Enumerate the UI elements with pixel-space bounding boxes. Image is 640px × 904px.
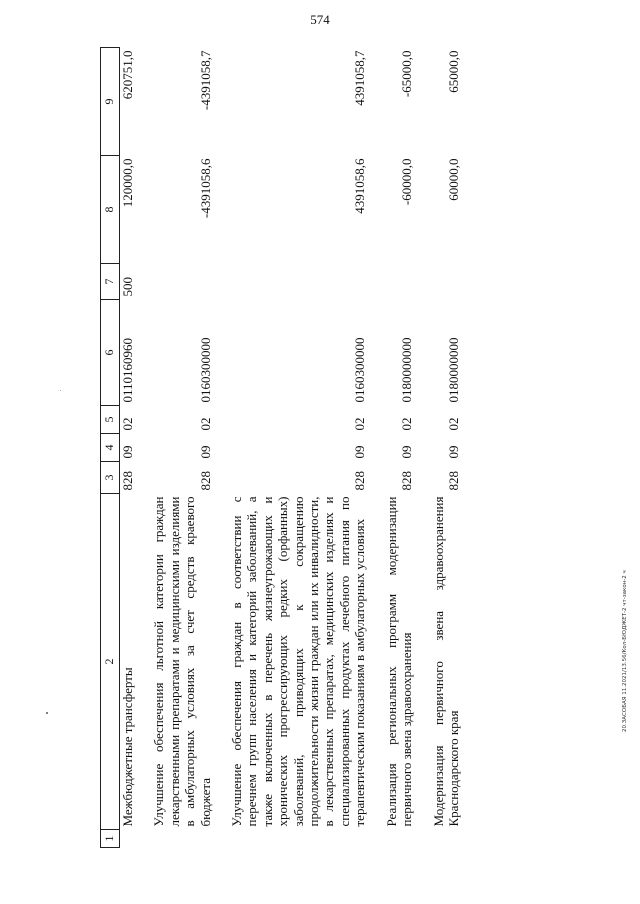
budget-table bbox=[100, 47, 461, 848]
column-number: 4 bbox=[101, 434, 120, 462]
row-name: Межбюджетные трансферты bbox=[120, 667, 135, 827]
target-article-code: 0110160960 bbox=[120, 337, 135, 403]
expense-type-code bbox=[431, 264, 462, 300]
section-code: 09 bbox=[120, 445, 135, 459]
page-number: 574 bbox=[310, 12, 330, 27]
target-article-code: 0180000000 bbox=[445, 337, 461, 403]
amount-col-8: 4391058,6 bbox=[352, 158, 368, 214]
subsection-code: 02 bbox=[120, 417, 135, 431]
amount-col-8: -60000,0 bbox=[399, 158, 415, 206]
amount-col-8: 120000,0 bbox=[120, 158, 135, 208]
column-number: 6 bbox=[101, 300, 120, 406]
scan-speck bbox=[60, 390, 61, 391]
amount-col-9: 4391058,7 bbox=[352, 50, 368, 106]
file-path-footer: 20.ЗАСОБАЯ 11.2021/13.56/Кол-БЮДЖЕТ-2 чт-закон-2 ч bbox=[622, 570, 628, 732]
column-number: 5 bbox=[101, 406, 120, 434]
rotated-table-container bbox=[100, 48, 608, 848]
amount-col-8: -4391058,6 bbox=[197, 158, 213, 219]
section-code: 09 bbox=[197, 445, 213, 459]
expense-type-code bbox=[384, 264, 415, 300]
amount-col-9: -65000,0 bbox=[399, 50, 415, 98]
amount-col-8: 60000,0 bbox=[445, 158, 461, 201]
column-number: 9 bbox=[101, 48, 120, 156]
column-number: 7 bbox=[101, 264, 120, 300]
subsection-code: 02 bbox=[399, 417, 415, 431]
row-name: Реализация региональных программ модернизации первичного звена здравоохранения bbox=[383, 496, 415, 827]
table-row bbox=[229, 48, 368, 848]
ministry-code: 828 bbox=[352, 471, 368, 491]
row-name: Улучшение обеспечения льготной категории граждан лекарственными препаратами и медицинскими изделиями в амбулаторных условиях за счет средств краевого бюджета bbox=[151, 496, 213, 827]
target-article-code: 0180000000 bbox=[399, 337, 415, 403]
table-row bbox=[120, 48, 136, 848]
ministry-code: 828 bbox=[197, 471, 213, 491]
column-number-row bbox=[101, 48, 120, 848]
column-number: 8 bbox=[101, 156, 120, 264]
ministry-code: 828 bbox=[445, 471, 461, 491]
expense-type-code bbox=[229, 264, 368, 300]
ministry-code: 828 bbox=[399, 471, 415, 491]
section-code: 09 bbox=[399, 445, 415, 459]
target-article-code: 0160300000 bbox=[352, 337, 368, 403]
subsection-code: 02 bbox=[197, 417, 213, 431]
expense-type-code: 500 bbox=[120, 277, 135, 297]
column-number: 3 bbox=[101, 462, 120, 494]
scan-speck bbox=[46, 712, 48, 714]
subsection-code: 02 bbox=[352, 417, 368, 431]
column-number: 2 bbox=[101, 494, 120, 830]
target-article-code: 0160300000 bbox=[197, 337, 213, 403]
amount-col-9: -4391058,7 bbox=[197, 50, 213, 111]
section-code: 09 bbox=[352, 445, 368, 459]
ministry-code: 828 bbox=[120, 471, 135, 491]
subsection-code: 02 bbox=[445, 417, 461, 431]
amount-col-9: 620751,0 bbox=[120, 50, 135, 100]
amount-col-9: 65000,0 bbox=[445, 50, 461, 93]
row-name: Модернизация первичного звена здравоохранения Краснодарского края bbox=[430, 496, 461, 827]
expense-type-code bbox=[151, 264, 213, 300]
table-row bbox=[151, 48, 213, 848]
table-row bbox=[431, 48, 462, 848]
section-code: 09 bbox=[445, 445, 461, 459]
row-name: Улучшение обеспечения граждан в соответствии с перечнем групп населения и категорий заболеваний, а также включенных в перечень жизнеугрожающих и хронических прогрессирующих редких (орфанных) заболеваний, приводящих к сокращению продолжительности жизни граждан или их инвалидности, в лекарственных препаратах, медицинских изделиях и специализированных продуктах лечебного питания по терапевтическим показаниям в амбулаторных условиях bbox=[229, 496, 368, 827]
column-number: 1 bbox=[101, 830, 120, 848]
table-row bbox=[384, 48, 415, 848]
